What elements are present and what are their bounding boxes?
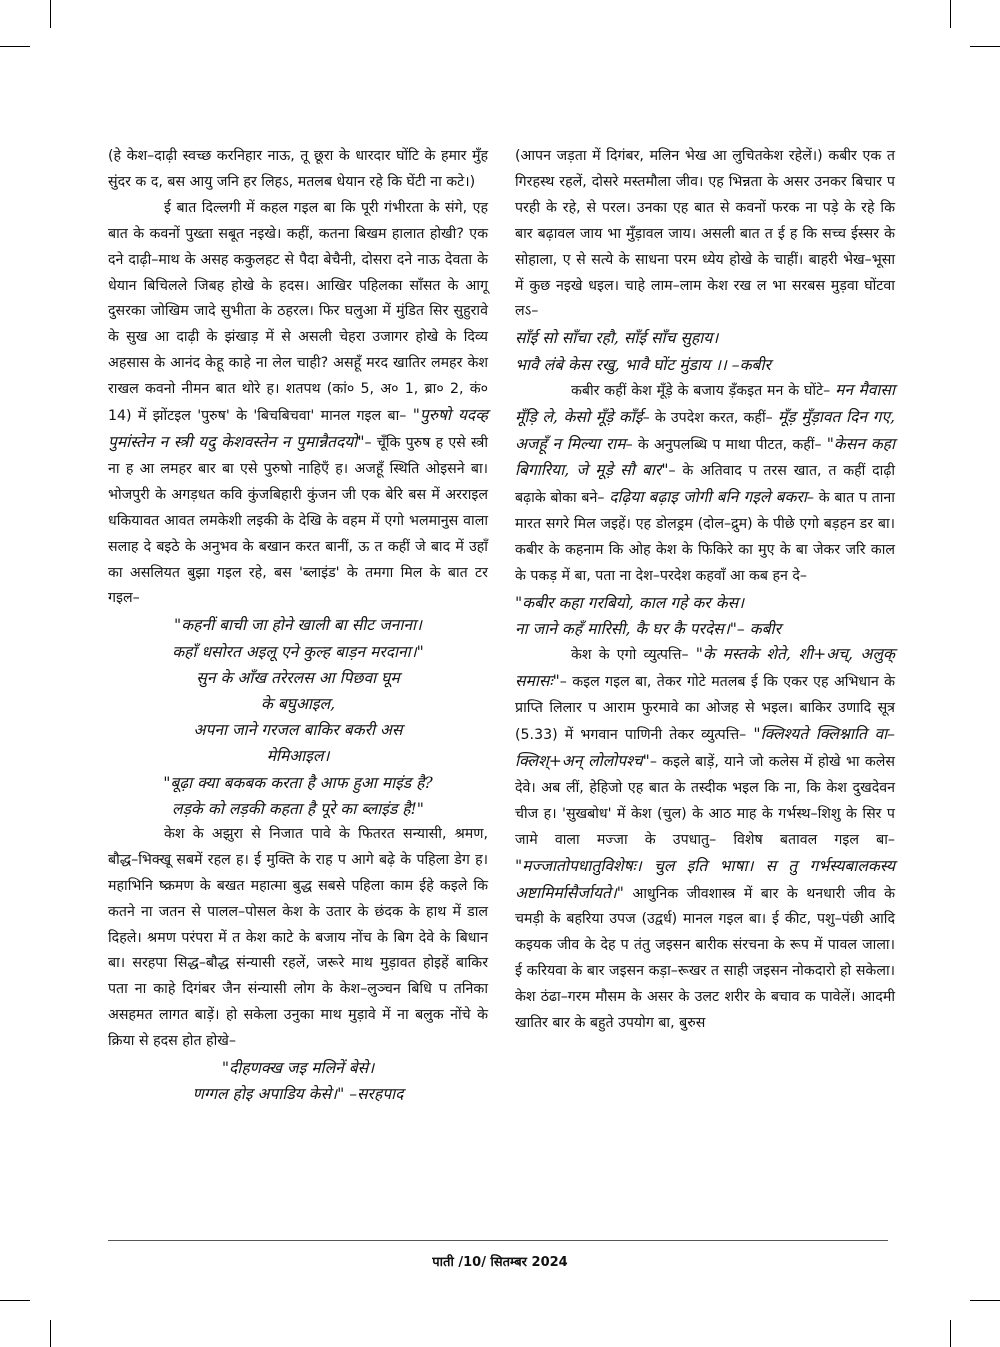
verse-line: मेमिआइल। bbox=[266, 747, 330, 766]
crop-mark bbox=[970, 1300, 1000, 1301]
body-text: – के बात प ताना मारत सगरे मिल जइहें। एह डोलड्रम (दोल–द्रुम) के पीछे एगो बड़हन डर बा। कबीर के कहनाम कि ओह केश के फिकिरे का मुए के बा जेकर जरि काल के पकड़ में बा, पता ना देश–परदेश कहवाँ आ कब हन दे– bbox=[515, 490, 895, 585]
verse-line: "कबीर कहा गरबियो, काल गहे कर केस। bbox=[515, 594, 745, 612]
kabir-quote: "केसन कहा बिगारिया, जे मूड़े सौ बार" bbox=[515, 434, 895, 480]
paragraph bbox=[515, 378, 895, 590]
crop-mark bbox=[970, 46, 1000, 47]
body-text: – के अनुपलब्धि प माथा पीटत, कहीं– bbox=[625, 436, 822, 453]
crop-mark bbox=[50, 1320, 51, 1347]
crop-mark bbox=[50, 0, 51, 28]
kabir-quote: दढ़िया बढ़ाइ जोगी बनि गइले बकरा bbox=[609, 488, 807, 507]
body-text: कबीर कहीं केश मूँड़े के बजाय ड़ँकइत मन के घोंटे– bbox=[571, 382, 831, 399]
crop-mark bbox=[0, 46, 30, 47]
verse-line: "कहनीं बाची जा होने खाली बा सीट जनाना। bbox=[174, 616, 422, 635]
sanskrit-quote: "क्लिश्यते क्लिश्नाति वा–क्लिश्+अन् लोलोपश्च" bbox=[515, 725, 895, 771]
verse-line: ना जाने कहँ मारिसी, कै घर कै परदेस।"– कबीर bbox=[515, 620, 781, 639]
crop-mark bbox=[950, 1320, 951, 1347]
verse-line: णग्गल होइ अपाडिय केसे।" –सरहपाद bbox=[192, 1085, 404, 1104]
crop-mark bbox=[950, 0, 951, 28]
body-text: – के अतिवाद प तरस खात, त कहीं दाढ़ी बढ़ाके बोका बने– bbox=[515, 463, 896, 507]
page-footer: पाती /10/ सितम्बर 2024 bbox=[432, 1255, 568, 1270]
body-text: – चूँकि पुरुष ह एसे स्त्री ना ह आ लमहर बार बा एसे पुरुषो नाहिएँ ह। अजहूँ स्थिति ओइसने बा। भोजपुरी के अगड़धत कवि कुंजबिहारी कुंजन जी एक बेरि बस में अरराइल धकियावत आवत लमकेशी लइकी के देखि के वहम में एगो भलमानुस वाला सलाह दे बइठे के अनुभव के बखान करत बानीं, ऊ त कहीं जे बाद में उहाँ का असलियत बुझा गइल रहे, बस 'ब्लाइंड' के तमगा मिल के बात टर गइल– bbox=[108, 434, 489, 607]
right-column bbox=[515, 144, 895, 1037]
sanskrit-quote: "पुरुषो यदव्ह पुमांस्तेन न स्त्री यदु केशवस्तेन न पुमान्नैतदयो" bbox=[108, 406, 488, 451]
paragraph: केश के अझुरा से निजात पावे के फितरत सन्यासी, श्रमण, बौद्ध–भिक्खू सबमें रहल ह। ई मुक्ति के राह प आगे बढ़े के पहिला डेग ह। महाभिनि ष्क्रमण के बखत महात्मा बुद्ध सबसे पहिला काम ईहे कइले कि कतने ना जतन से पालल–पोसल केश के उतार के छंदक के हाथ में डाल दिहले। श्रमण परंपरा में त केश काटे के बजाय नोंच के बिग देवे के बिधान बा। सरहपा सिद्ध–बौद्ध संन्यासी रहलें, जरूरे माथ मुड़ावत होइहें बाकिर पता ना काहे दिगंबर जैन संन्यासी लोग के केश–लुञ्चन बिधि प तनिका असहमत लागत बाड़ें। हो सकेला उनुका माथ मुड़ावे में ना बलुक नोंचे के क्रिया से हदस होत होखे– bbox=[108, 825, 488, 1050]
crop-mark bbox=[0, 1300, 30, 1301]
verse-line: भावै लंबे केस रखु, भावै घोंट मुंडाय ।। –कबीर bbox=[515, 355, 771, 374]
body-text: – कइले बाड़ें, याने जो कलेस में होखे भा कलेस देवे। अब लीं, हेहिजो एह बात के तस्दीक भइल कि ना, कि केश दुखदेवन चीज ह। 'सुखबोध' में केश (चुल) के आठ माह के गर्भस्थ–शिशु के सिर प जामे वाला मज्जा के उपधातु– विशेष बतावल गइल बा– bbox=[515, 754, 895, 848]
body-text: आधुनिक जीवशास्त्र में बार के थनधारी जीव के चमड़ी के बहरिया उपज (उद्वर्ध) मानल गइल बा। ई कीट, पशु–पंछी आदि कइयक जीव के देह प तंतु जइसन बारीक संरचना के रूप में पावल जाला। ई करियवा के बार जइसन कड़ा–रूखर त साही जइसन नोकदारो हो सकेला। केश ठंढा–गरम मौसम के असर के उलट शरीर के बचाव क पावेलें। आदमी खातिर बार के बहुते उपयोग बा, बुरुस bbox=[515, 885, 895, 1032]
body-text: – के उपदेश करत, कहीं– bbox=[642, 409, 773, 426]
verse-line: अपना जाने गरजल बाकिर बकरी अस bbox=[193, 721, 403, 740]
kabir-quote: मन मैवासा मूँड़ि ले, केसो मूँड़े काँई bbox=[515, 380, 895, 426]
body-text: ई बात दिल्लगी में कहल गइल बा कि पूरी गंभीरता के संगे, एह बात के कवनों पुख्ता सबूत नइखे। कहीं, कतना बिखम हालात होखी? एक दने दाढ़ी–माथ के असह ककुलहट से पैदा बेचैनी, दोसरा दने नाऊ देवता के धेयान बिचिलले जिबह होखे के हदस। आखिर पहिलका साँसत के आगू दुसरका जोखिम जादे सुभीता के ठहरल। फिर घलुआ में मुंडित सिर सुहुरावे के सुख आ दाढ़ी के झंखाड़ में से असली चेहरा उजागर होखे के दिव्य अहसास के आनंद केहू काहे ना लेल चाही? असहूँ मरद खातिर लमहर केश राखल कवनो नीमन बात थोरे ह। शतपथ (कां० 5, अ० 1, ब्रा० 2, कं० 14) में झोंटइल 'पुरुष' के 'बिचबिचवा' मानल गइल बा– bbox=[108, 199, 488, 425]
body-text: केश के एगो व्युत्पत्ति– bbox=[571, 647, 689, 664]
verse-line: "दीहणक्ख जइ मलिनें बेसे। bbox=[221, 1059, 375, 1078]
paragraph bbox=[515, 642, 895, 1037]
kabir-quote: मूँड़ मुँड़ावत दिन गए, अजहूँ न मिल्या राम bbox=[515, 407, 895, 453]
verse-line: साँई सो साँचा रहौ, साँई साँच सुहाय। bbox=[515, 329, 719, 348]
sanskrit-quote: "मज्जातोपधातुविशेषः। चुल इति भाषा। स तु गर्भस्यबालकस्य अष्टामिर्मासैर्जायते।" bbox=[515, 856, 895, 902]
paragraph: (हे केश–दाढ़ी स्वच्छ करनिहार नाऊ, तू छूरा के धारदार घोंटि के हमार मुँह सुंदर क द, बस आयु जनि हर लिहऽ, मतलब धेयान रहे कि घेंटी ना कटे।) bbox=[108, 148, 488, 190]
verse-line: "बूढ़ा क्या बकबक करता है आफ हुआ माइंड है? bbox=[163, 773, 433, 792]
verse-line: कहाँ धसोरत अइलू एने कुल्ह बाड़न मरदाना।" bbox=[172, 642, 424, 661]
paragraph: (आपन जड़ता में दिगंबर, मलिन भेख आ लुचितकेश रहेलें।) कबीर एक त गिरहस्थ रहलें, दोसरे मस्तमौला जीव। एह भिन्नता के असर उनकर बिचार प परही के रहे, से परल। उनका एह बात से कवनों फरक ना पड़े के रहे कि बार बढ़ावल जाय भा मुँड़ावल जाय। असली बात त ई ह कि सच्च ईस्सर के सोहाला, ए से सत्ये के साधना परम ध्येय होखे के चाहीं। बाहरी भेख–भूसा में कुछ नइखे धइल। चाहे लाम–लाम केश रख ल भा सरबस मुड़वा घोंटवा लऽ– bbox=[515, 148, 895, 320]
footer-rule bbox=[108, 1240, 888, 1241]
paragraph bbox=[108, 196, 488, 613]
verse-line: सुन के आँख तरेरलस आ पिछवा घूम bbox=[196, 668, 400, 687]
body-text: – कइल गइल बा, तेकर गोटे मतलब ई कि एकर एह अभिधान के प्राप्ति लिलार प आराम फुरमावे का ओजह से भइल। बाकिर उणादि सूत्र (5.33) में भगवान पाणिनी तेकर व्युत्पत्ति– bbox=[515, 674, 895, 744]
verse-line: लड़के को लड़की कहता है पूरे का ब्लाइंड है!" bbox=[172, 799, 424, 818]
left-column bbox=[108, 144, 488, 1108]
sanskrit-quote: "के मस्तके शेते, शी+अच्, अलुक् समासः" bbox=[515, 645, 896, 691]
verse-line: के बघुआइल, bbox=[260, 694, 336, 713]
